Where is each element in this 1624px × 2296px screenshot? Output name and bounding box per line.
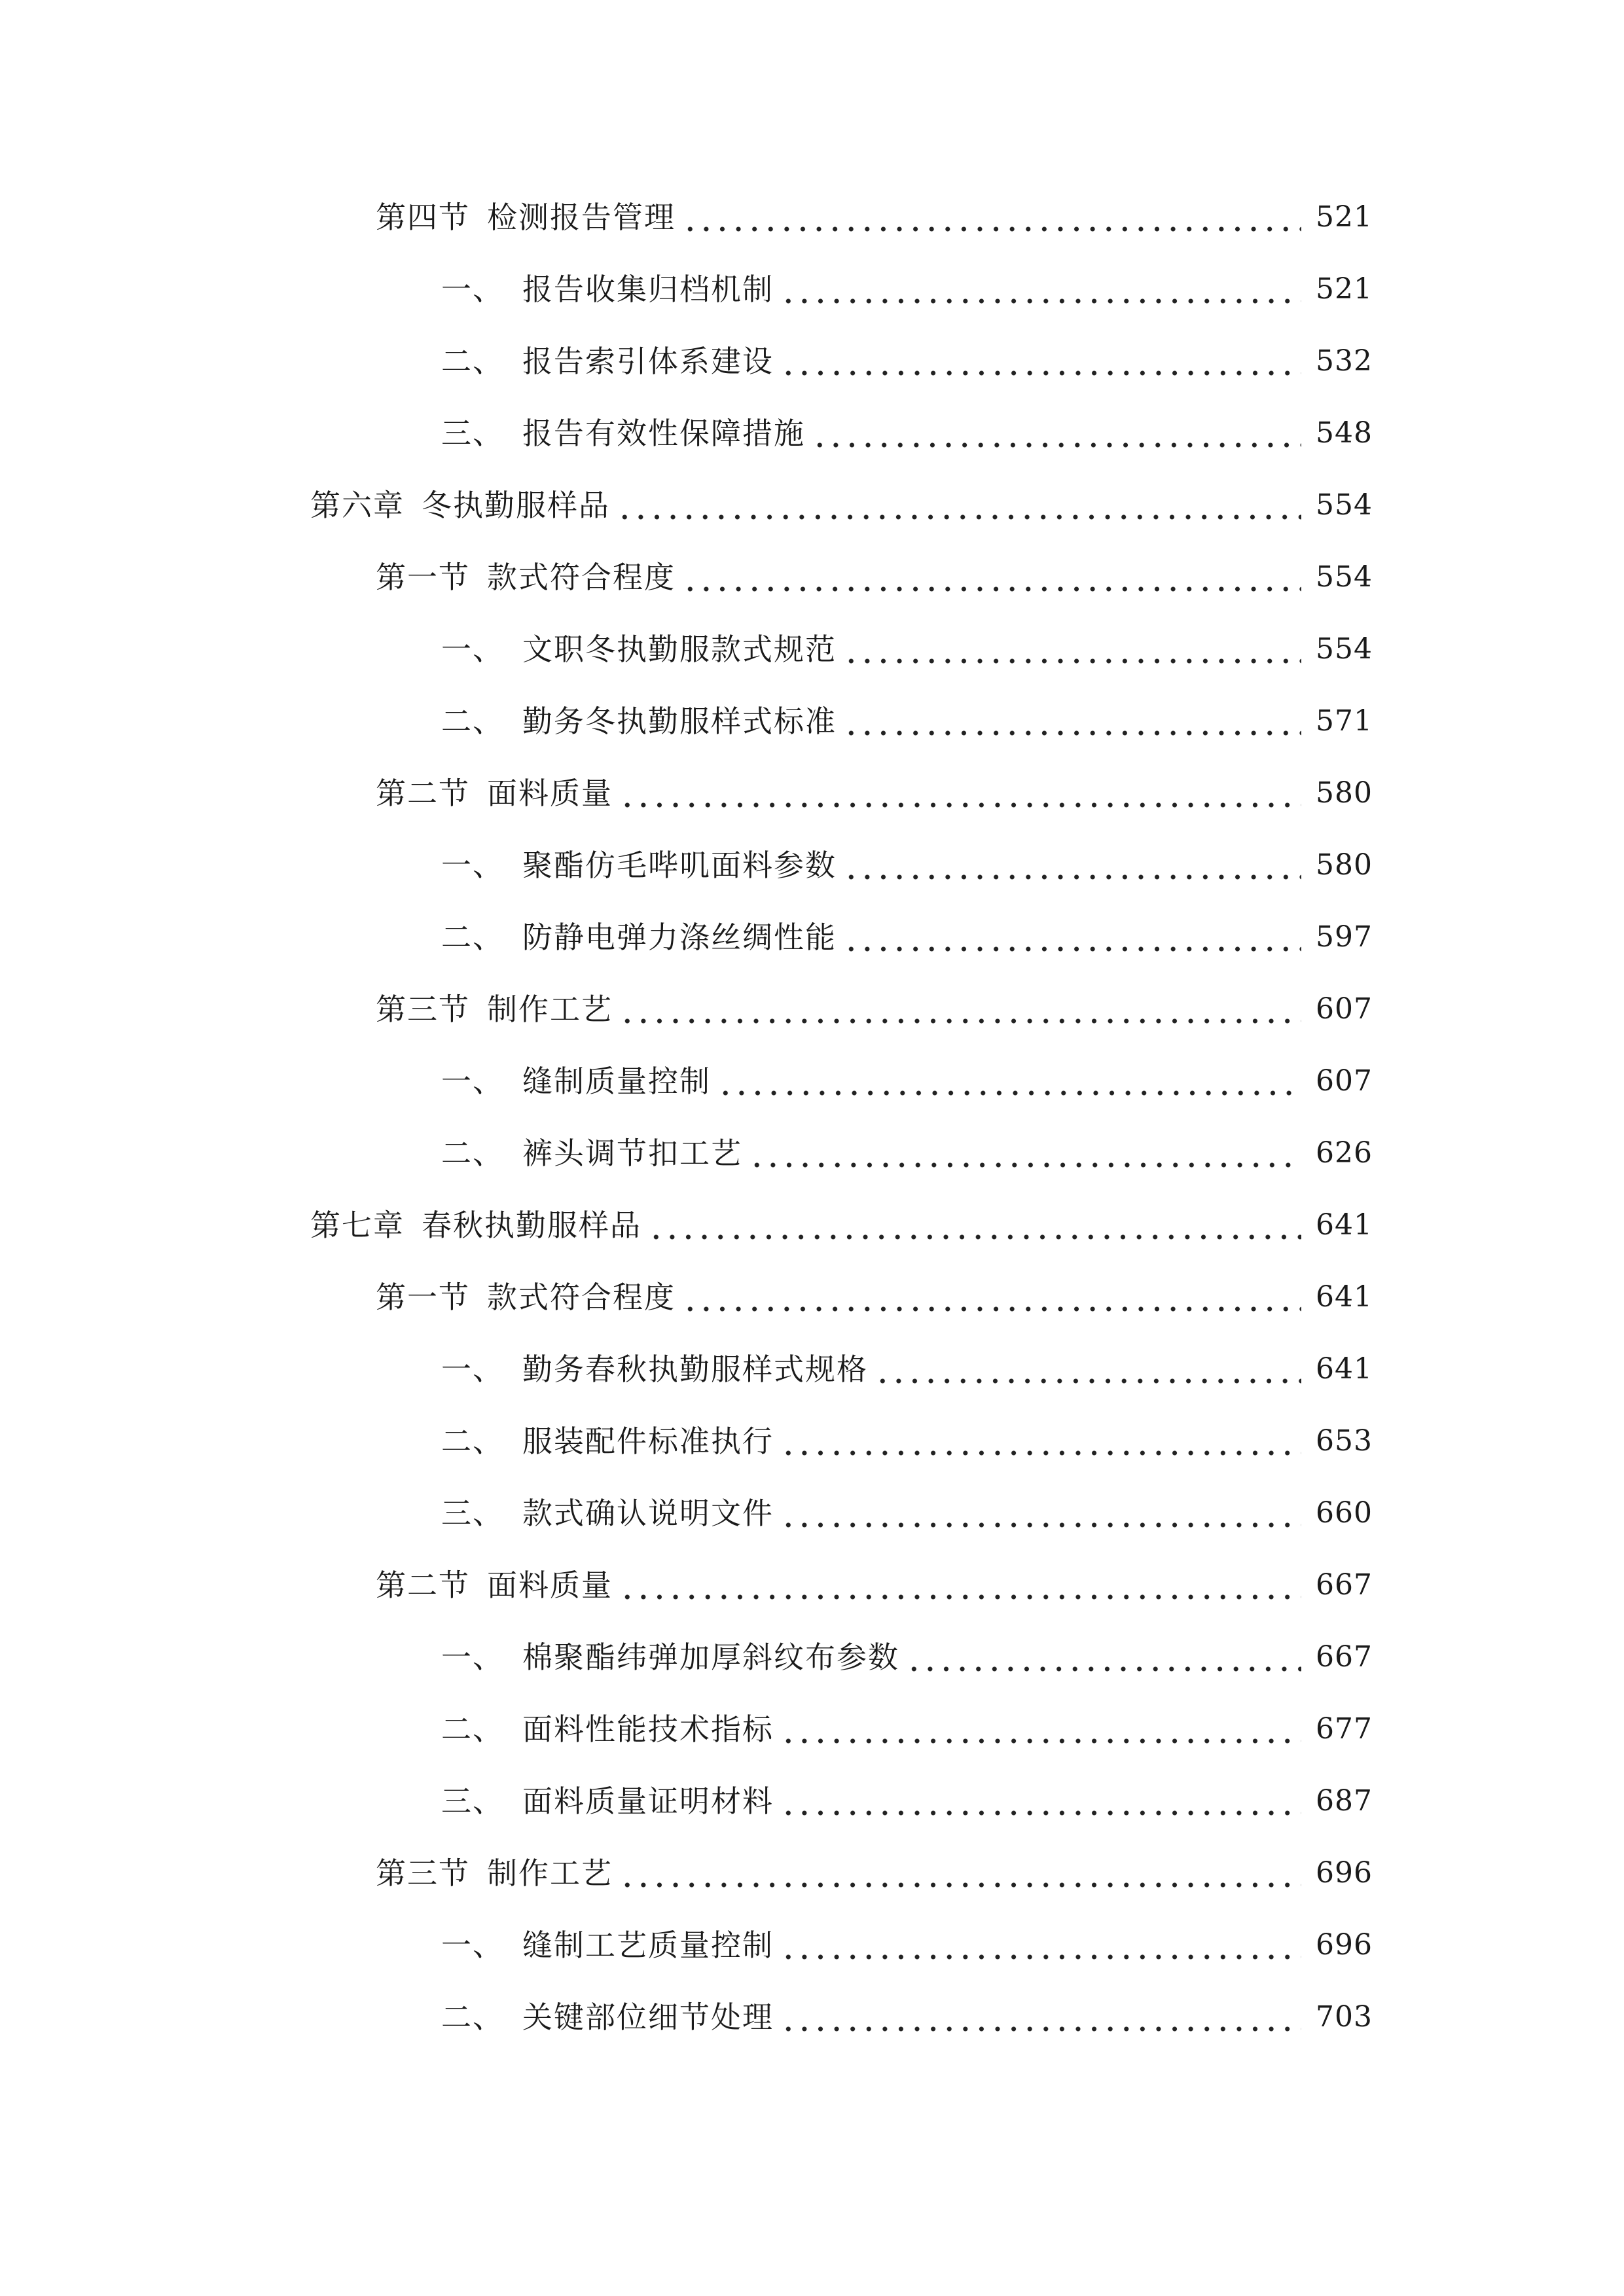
toc-entry-text: 文职冬执勤服款式规范	[522, 632, 837, 667]
toc-entry-text: 报告索引体系建设	[522, 344, 774, 379]
toc-entry-title	[441, 263, 774, 315]
toc-entry[interactable]	[310, 1199, 1373, 1251]
toc-page-number: 607	[1316, 992, 1373, 1026]
toc-entry[interactable]	[441, 911, 1373, 963]
toc-entry-title	[376, 551, 676, 603]
toc-dot-leader	[843, 911, 1301, 963]
toc-entry-title	[441, 1415, 774, 1467]
toc-entry-title	[441, 695, 837, 747]
toc-entry-text: 裤头调节扣工艺	[522, 1136, 742, 1171]
toc-entry-title	[310, 479, 610, 531]
toc-dot-leader	[619, 983, 1301, 1035]
toc-entry[interactable]	[376, 551, 1373, 603]
toc-entry-label: 二、	[441, 704, 504, 739]
toc-entry[interactable]	[441, 1055, 1373, 1107]
toc-entry-title	[441, 623, 837, 675]
toc-dot-leader	[812, 407, 1301, 459]
toc-entry-text: 面料性能技术指标	[522, 1712, 774, 1747]
toc-entry-label: 二、	[441, 1424, 504, 1459]
toc-page-number: 687	[1316, 1784, 1373, 1818]
toc-entry[interactable]	[376, 1271, 1373, 1323]
toc-entry[interactable]	[441, 1415, 1373, 1467]
toc-entry-title	[441, 1487, 774, 1539]
toc-page-number: 521	[1316, 272, 1373, 306]
toc-page-number: 696	[1316, 1928, 1373, 1962]
toc-page-number: 696	[1316, 1856, 1373, 1890]
toc-page-number: 703	[1316, 2000, 1373, 2034]
toc-entry[interactable]	[441, 1703, 1373, 1755]
toc-dot-leader	[875, 1343, 1301, 1395]
toc-entry[interactable]	[376, 191, 1373, 243]
toc-entry-text: 报告有效性保障措施	[522, 416, 805, 451]
toc-entry-label: 第七章	[310, 1208, 405, 1243]
toc-dot-leader	[780, 1415, 1301, 1467]
toc-entry-label: 第一节	[376, 560, 470, 595]
toc-dot-leader	[780, 1919, 1301, 1971]
toc-entry-text: 面料质量证明材料	[522, 1784, 774, 1819]
toc-entry-title	[376, 767, 613, 819]
toc-entry[interactable]	[441, 695, 1373, 747]
toc-entry-label: 第二节	[376, 776, 470, 811]
toc-dot-leader	[843, 839, 1301, 891]
toc-entry[interactable]	[441, 407, 1373, 459]
toc-page-number: 667	[1316, 1640, 1373, 1674]
toc-dot-leader	[619, 767, 1301, 819]
toc-entry-title	[376, 1847, 613, 1899]
toc-entry-text: 聚酯仿毛哔叽面料参数	[522, 848, 837, 883]
toc-entry-text: 款式确认说明文件	[522, 1496, 774, 1531]
toc-entry-text: 缝制质量控制	[522, 1064, 711, 1099]
toc-entry-title	[441, 1919, 774, 1971]
toc-page-number: 554	[1316, 632, 1373, 666]
toc-entry-text: 关键部位细节处理	[522, 2000, 774, 2035]
toc-entry-title	[441, 1991, 774, 2043]
toc-entry-text: 棉聚酯纬弹加厚斜纹布参数	[522, 1640, 899, 1675]
toc-entry-label: 一、	[441, 848, 504, 883]
toc-entry-title	[441, 407, 805, 459]
toc-dot-leader	[619, 1559, 1301, 1611]
toc-entry-label: 第三节	[376, 992, 470, 1027]
toc-entry-label: 第三节	[376, 1856, 470, 1891]
toc-entry[interactable]	[441, 1487, 1373, 1539]
toc-entry[interactable]	[441, 1991, 1373, 2043]
toc-entry-text: 面料质量	[487, 1568, 613, 1603]
toc-entry-text: 款式符合程度	[487, 560, 676, 595]
toc-entry-text: 报告收集归档机制	[522, 272, 774, 307]
toc-page-number: 554	[1316, 560, 1373, 594]
toc-page-number: 548	[1316, 416, 1373, 450]
toc-entry-title	[310, 1199, 641, 1251]
toc-entry-label: 一、	[441, 1640, 504, 1675]
toc-entry-label: 三、	[441, 1496, 504, 1531]
toc-entry-label: 三、	[441, 1784, 504, 1819]
toc-entry-label: 第二节	[376, 1568, 470, 1603]
toc-dot-leader	[682, 1271, 1301, 1323]
toc-entry-text: 勤务冬执勤服样式标准	[522, 704, 837, 739]
toc-dot-leader	[749, 1127, 1301, 1179]
toc-entry[interactable]	[441, 1343, 1373, 1395]
toc-page-number: 653	[1316, 1424, 1373, 1458]
toc-entry[interactable]	[441, 1127, 1373, 1179]
toc-entry[interactable]	[376, 1559, 1373, 1611]
toc-page-number: 580	[1316, 776, 1373, 810]
toc-entry-title	[441, 335, 774, 387]
toc-entry-title	[441, 1343, 868, 1395]
toc-page-number: 677	[1316, 1712, 1373, 1746]
toc-entry-title	[376, 191, 676, 243]
toc-entry-text: 制作工艺	[487, 1856, 613, 1891]
toc-entry[interactable]	[441, 1631, 1373, 1683]
toc-entry[interactable]	[441, 1775, 1373, 1827]
toc-dot-leader	[843, 695, 1301, 747]
toc-entry-label: 二、	[441, 2000, 504, 2035]
toc-entry-label: 第一节	[376, 1280, 470, 1315]
toc-entry-text: 面料质量	[487, 776, 613, 811]
toc-entry-title	[441, 1703, 774, 1755]
toc-dot-leader	[780, 1703, 1301, 1755]
toc-entry[interactable]	[441, 839, 1373, 891]
toc-entry-text: 春秋执勤服样品	[422, 1208, 641, 1243]
toc-page-number: 607	[1316, 1064, 1373, 1098]
toc-entry-label: 第四节	[376, 200, 470, 235]
toc-entry-label: 二、	[441, 920, 504, 955]
toc-entry-label: 一、	[441, 632, 504, 667]
toc-entry-title	[441, 1775, 774, 1827]
toc-entry-title	[441, 1631, 899, 1683]
toc-entry-text: 检测报告管理	[487, 200, 676, 235]
toc-entry-title	[376, 1271, 676, 1323]
toc-dot-leader	[780, 1991, 1301, 2043]
toc-entry-title	[441, 839, 837, 891]
toc-dot-leader	[682, 191, 1301, 243]
toc-entry-label: 三、	[441, 416, 504, 451]
toc-entry-label: 一、	[441, 272, 504, 307]
toc-page-number: 641	[1316, 1208, 1373, 1242]
toc-entry[interactable]	[441, 1919, 1373, 1971]
toc-entry-title	[376, 983, 613, 1035]
toc-entry-label: 一、	[441, 1064, 504, 1099]
toc-entry-title	[441, 911, 837, 963]
toc-entry[interactable]	[376, 767, 1373, 819]
toc-page-number: 597	[1316, 920, 1373, 954]
toc-page-number: 554	[1316, 488, 1373, 522]
toc-dot-leader	[906, 1631, 1301, 1683]
toc-entry[interactable]	[441, 263, 1373, 315]
toc-entry-text: 缝制工艺质量控制	[522, 1928, 774, 1963]
toc-entry[interactable]	[441, 623, 1373, 675]
toc-entry-text: 款式符合程度	[487, 1280, 676, 1315]
toc-entry-text: 冬执勤服样品	[422, 488, 610, 523]
toc-entry-text: 服装配件标准执行	[522, 1424, 774, 1459]
toc-page-number: 641	[1316, 1352, 1373, 1386]
toc-entry[interactable]	[310, 479, 1373, 531]
toc-page-number: 667	[1316, 1568, 1373, 1602]
toc-dot-leader	[780, 335, 1301, 387]
toc-page-number: 521	[1316, 200, 1373, 234]
toc-page-number: 641	[1316, 1280, 1373, 1314]
toc-dot-leader	[617, 479, 1301, 531]
toc-entry[interactable]	[376, 1847, 1373, 1899]
toc-page-number: 626	[1316, 1136, 1373, 1170]
toc-dot-leader	[682, 551, 1301, 603]
toc-dot-leader	[717, 1055, 1301, 1107]
toc-entry-title	[441, 1127, 742, 1179]
toc-page-number: 660	[1316, 1496, 1373, 1530]
toc-entry-label: 二、	[441, 344, 504, 379]
toc-entry[interactable]	[441, 335, 1373, 387]
toc-dot-leader	[780, 263, 1301, 315]
toc-entry-text: 制作工艺	[487, 992, 613, 1027]
toc-entry[interactable]	[376, 983, 1373, 1035]
toc-entry-text: 防静电弹力涤丝绸性能	[522, 920, 837, 955]
toc-page-number: 580	[1316, 848, 1373, 882]
toc-entry-label: 二、	[441, 1712, 504, 1747]
toc-dot-leader	[843, 623, 1301, 675]
toc-entry-label: 第六章	[310, 488, 405, 523]
toc-dot-leader	[619, 1847, 1301, 1899]
toc-entry-title	[376, 1559, 613, 1611]
toc-dot-leader	[780, 1487, 1301, 1539]
toc-entry-text: 勤务春秋执勤服样式规格	[522, 1352, 868, 1387]
toc-page-number: 571	[1316, 704, 1373, 738]
toc-dot-leader	[780, 1775, 1301, 1827]
toc-entry-label: 一、	[441, 1352, 504, 1387]
toc-dot-leader	[648, 1199, 1301, 1251]
toc-entry-label: 二、	[441, 1136, 504, 1171]
toc-entry-title	[441, 1055, 711, 1107]
toc-entry-label: 一、	[441, 1928, 504, 1963]
toc-page-number: 532	[1316, 344, 1373, 378]
